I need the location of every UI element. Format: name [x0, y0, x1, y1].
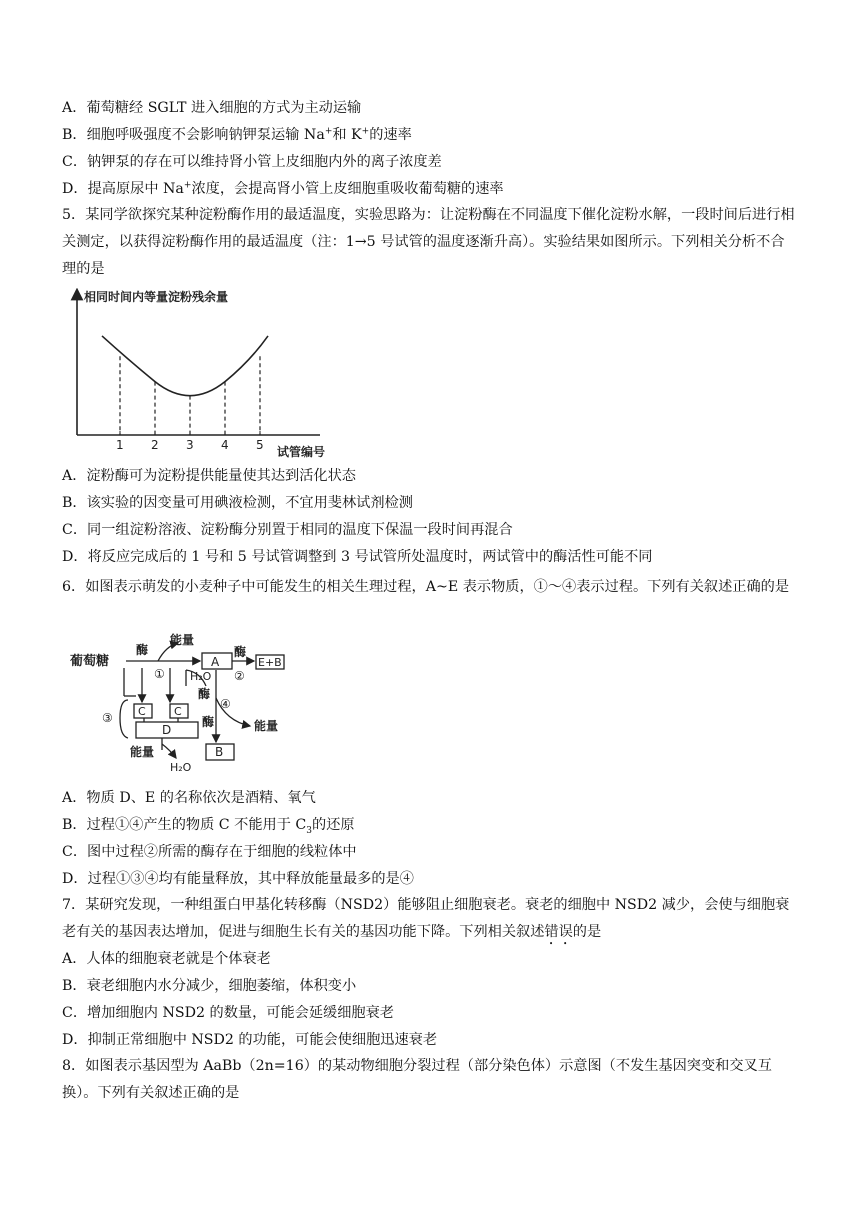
x-tick-label-2: 2	[151, 438, 159, 452]
x-tick-label-5: 5	[256, 438, 264, 452]
q4-option-c: C．钠钾泵的存在可以维持肾小管上皮细胞内外的离子浓度差	[62, 154, 442, 170]
label-c-2: C	[174, 705, 182, 718]
label-process-2: ②	[234, 669, 245, 683]
label-energy-1: 能量	[170, 633, 195, 647]
q4-option-b: B．细胞呼吸强度不会影响钠钾泵运输 Na+和 K+的速率	[62, 126, 412, 143]
label-c-1: C	[138, 705, 146, 718]
x-tick-label-4: 4	[221, 438, 229, 452]
label-energy-2: 能量	[254, 719, 279, 733]
q5-option-a: A．淀粉酶可为淀粉提供能量使其达到活化状态	[62, 468, 356, 484]
label-enzyme-1: 酶	[136, 643, 149, 657]
label-process-3: ③	[102, 711, 113, 725]
label-process-4: ④	[220, 697, 231, 711]
q6-option-a: A．物质 D、E 的名称依次是酒精、氧气	[62, 790, 316, 806]
label-enzyme-3: 酶	[198, 687, 211, 701]
label-energy-3: 能量	[130, 745, 155, 759]
x-tick-label-1: 1	[116, 438, 124, 452]
series-line	[102, 336, 268, 396]
q8-stem: 8．如图表示基因型为 AaBb（2n=16）的某动物细胞分裂过程（部分染色体）示意图（不发生基因突变和交叉互换）。下列有关叙述正确的是	[62, 1058, 772, 1101]
q4-option-a: A．葡萄糖经 SGLT 进入细胞的方式为主动运输	[62, 100, 362, 116]
q7-option-c: C．增加细胞内 NSD2 的数量，可能会延缓细胞衰老	[62, 1005, 394, 1021]
q5-option-c: C．同一组淀粉溶液、淀粉酶分别置于相同的温度下保温一段时间再混合	[62, 522, 513, 538]
label-a: A	[211, 655, 220, 669]
q5-option-b: B．该实验的因变量可用碘液检测，不宜用斐林试剂检测	[62, 495, 413, 511]
q7-option-a: A．人体的细胞衰老就是个体衰老	[62, 951, 271, 967]
q6-option-c: C．图中过程②所需的酶存在于细胞的线粒体中	[62, 844, 357, 860]
label-water-1: H₂O	[190, 670, 212, 683]
label-process-1: ①	[154, 667, 165, 681]
label-enzyme-4: 酶	[202, 715, 215, 729]
q6-option-d: D．过程①③④均有能量释放，其中释放能量最多的是④	[62, 871, 414, 887]
q6-pathway-diagram	[66, 626, 326, 780]
label-enzyme-2: 酶	[234, 645, 247, 659]
x-axis-label: 试管编号	[277, 445, 326, 459]
q5-option-d: D．将反应完成后的 1 号和 5 号试管调整到 3 号试管所处温度时，两试管中的酶活性可能不同	[62, 549, 653, 565]
q5-stem: 5．某同学欲探究某种淀粉酶作用的最适温度，实验思路为：让淀粉酶在不同温度下催化淀粉水解，一段时间后进行相关测定，以获得淀粉酶作用的最适温度（注：1→5 号试管的温度逐渐升高）。实验结果如图所示。下列相关分析不合理的是	[62, 207, 795, 277]
q6-stem: 6．如图表示萌发的小麦种子中可能发生的相关生理过程，A~E 表示物质，①～④表示过程。下列有关叙述正确的是	[62, 579, 790, 595]
label-glucose: 葡萄糖	[70, 654, 110, 669]
q5-chart	[62, 288, 352, 460]
q7-option-d: D．抑制正常细胞中 NSD2 的功能，可能会使细胞迅速衰老	[62, 1032, 438, 1048]
q4-option-d: D．提高原尿中 Na+浓度，会提高肾小管上皮细胞重吸收葡萄糖的速率	[62, 180, 504, 197]
q6-option-b: B．过程①④产生的物质 C 不能用于 $C_3$的还原	[62, 817, 355, 836]
x-tick-label-3: 3	[186, 438, 194, 452]
label-d: D	[162, 723, 172, 737]
label-b: B	[215, 745, 224, 759]
label-water-2: H₂O	[170, 761, 192, 774]
y-axis-label: 相同时间内等量淀粉残余量	[84, 290, 229, 304]
q7-stem: 7．某研究发现，一种组蛋白甲基化转移酶（NSD2）能够阻止细胞衰老。衰老的细胞中 NSD2 减少，会使与细胞衰老有关的基因表达增加，促进与细胞生长有关的基因功能下降。下列相关叙述错误的是	[62, 897, 790, 940]
q7-option-b: B．衰老细胞内水分减少，细胞萎缩，体积变小	[62, 978, 357, 994]
label-e-plus-b: E+B	[258, 656, 282, 669]
